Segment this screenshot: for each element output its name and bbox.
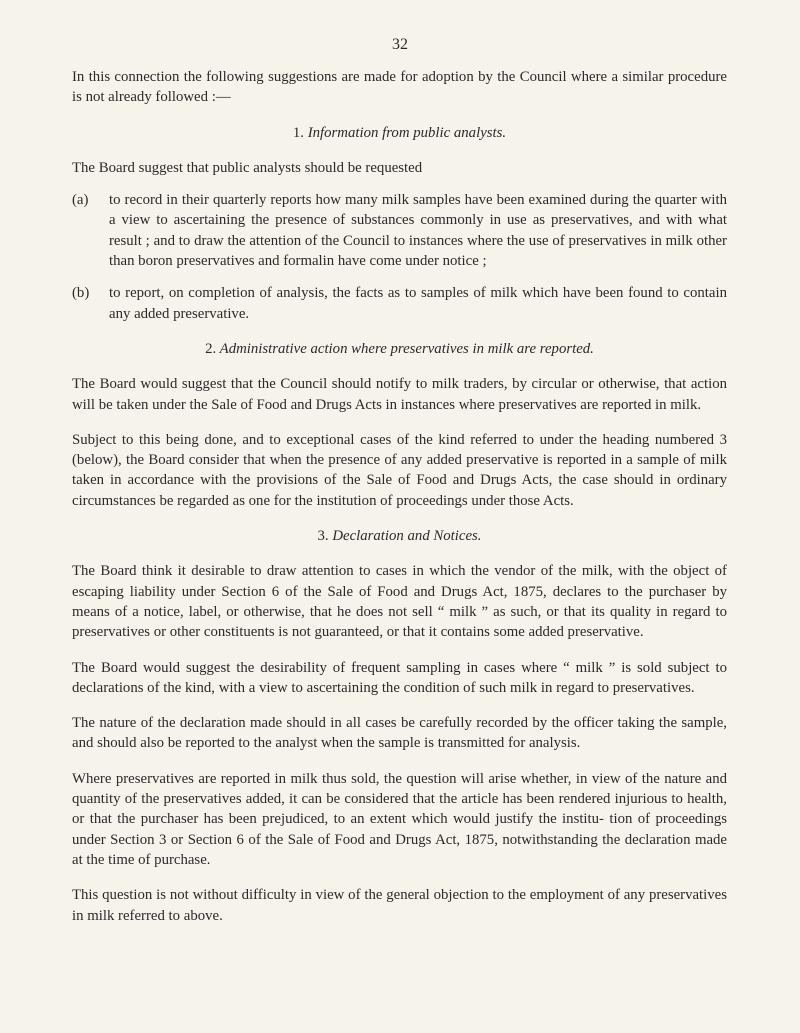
paragraph: The nature of the declaration made should in all cases be carefully recorded by the officer taking the sample, and should also be reported to the analyst when the sample is transmitted for analysis.	[72, 715, 727, 752]
section-3-number: 3.	[317, 528, 329, 545]
paragraph: This question is not without difficulty in view of the general objection to the employment of any preservatives in milk referred to above.	[72, 887, 727, 924]
section-1-title: Information from public analysts.	[307, 124, 507, 141]
section-2-number: 2.	[205, 340, 217, 357]
list-item	[72, 283, 727, 324]
list-item-marker: (a)	[72, 192, 89, 209]
section-3-heading	[72, 526, 727, 546]
list-item	[72, 190, 727, 271]
section-1-heading	[72, 123, 727, 143]
list-item-text: to record in their quarterly reports how many milk samples have been examined during the quarter with a view to ascertaining the presence of substances commonly in use as preservatives, and with what result ; and to draw the attention of the Council to instances where the use of preservatives in milk other than boron preservatives and formalin have come under notice ;	[109, 192, 727, 270]
intro-paragraph: In this connection the following suggestions are made for adoption by the Council where a similar procedure is not already followed :—	[72, 69, 727, 106]
list-item-marker: (b)	[72, 285, 90, 302]
section-3-title: Declaration and Notices.	[332, 528, 482, 545]
section-2-title: Administrative action where preservatives in milk are reported.	[219, 340, 594, 357]
paragraph: The Board would suggest that the Council should notify to milk traders, by circular or otherwise, that action will be taken under the Sale of Food and Drugs Acts in instances where preservatives are reported in milk.	[72, 376, 727, 413]
paragraph: Subject to this being done, and to exceptional cases of the kind referred to under the heading numbered 3 (below), the Board consider that when the presence of any added preservative is reported in a sample of milk taken in accordance with the provisions of the Sale of Food and Drugs Acts, the case should in ordinary circumstances be regarded as one for the institution of proceedings under those Acts.	[72, 431, 727, 509]
paragraph: The Board would suggest the desirability of frequent sampling in cases where “ milk ” is sold subject to declarations of the kind, with a view to ascertaining the condition of such milk in regard to preservatives.	[72, 659, 727, 696]
page-number: 32	[392, 36, 408, 53]
section-1-number: 1.	[292, 124, 304, 141]
section-2-heading	[72, 339, 727, 359]
list-item-text: to report, on completion of analysis, the facts as to samples of milk which have been found to contain any added preservative.	[109, 285, 727, 322]
section-1-lead: The Board suggest that public analysts should be requested	[72, 159, 423, 176]
paragraph: The Board think it desirable to draw attention to cases in which the vendor of the milk, with the object of escaping liability under Section 6 of the Sale of Food and Drugs Act, 1875, declares to the purchaser by means of a notice, label, or otherwise, that he does not sell “ milk ” as such, or that its quality in regard to preservatives or other constituents is not guaranteed, or that it contains some added preservative.	[72, 563, 727, 641]
document-body	[72, 67, 727, 926]
paragraph: Where preservatives are reported in milk thus sold, the question will arise whether, in view of the nature and quantity of the preservatives added, it can be considered that the article has been rendered injurious to health, or that the purchaser has been prejudiced, to an extent which would justify the institu- tion of proceedings under Section 3 or Section 6 of the Sale of Food and Drugs Act, 1875, notwithstanding the declaration made at the time of purchase.	[72, 770, 727, 868]
